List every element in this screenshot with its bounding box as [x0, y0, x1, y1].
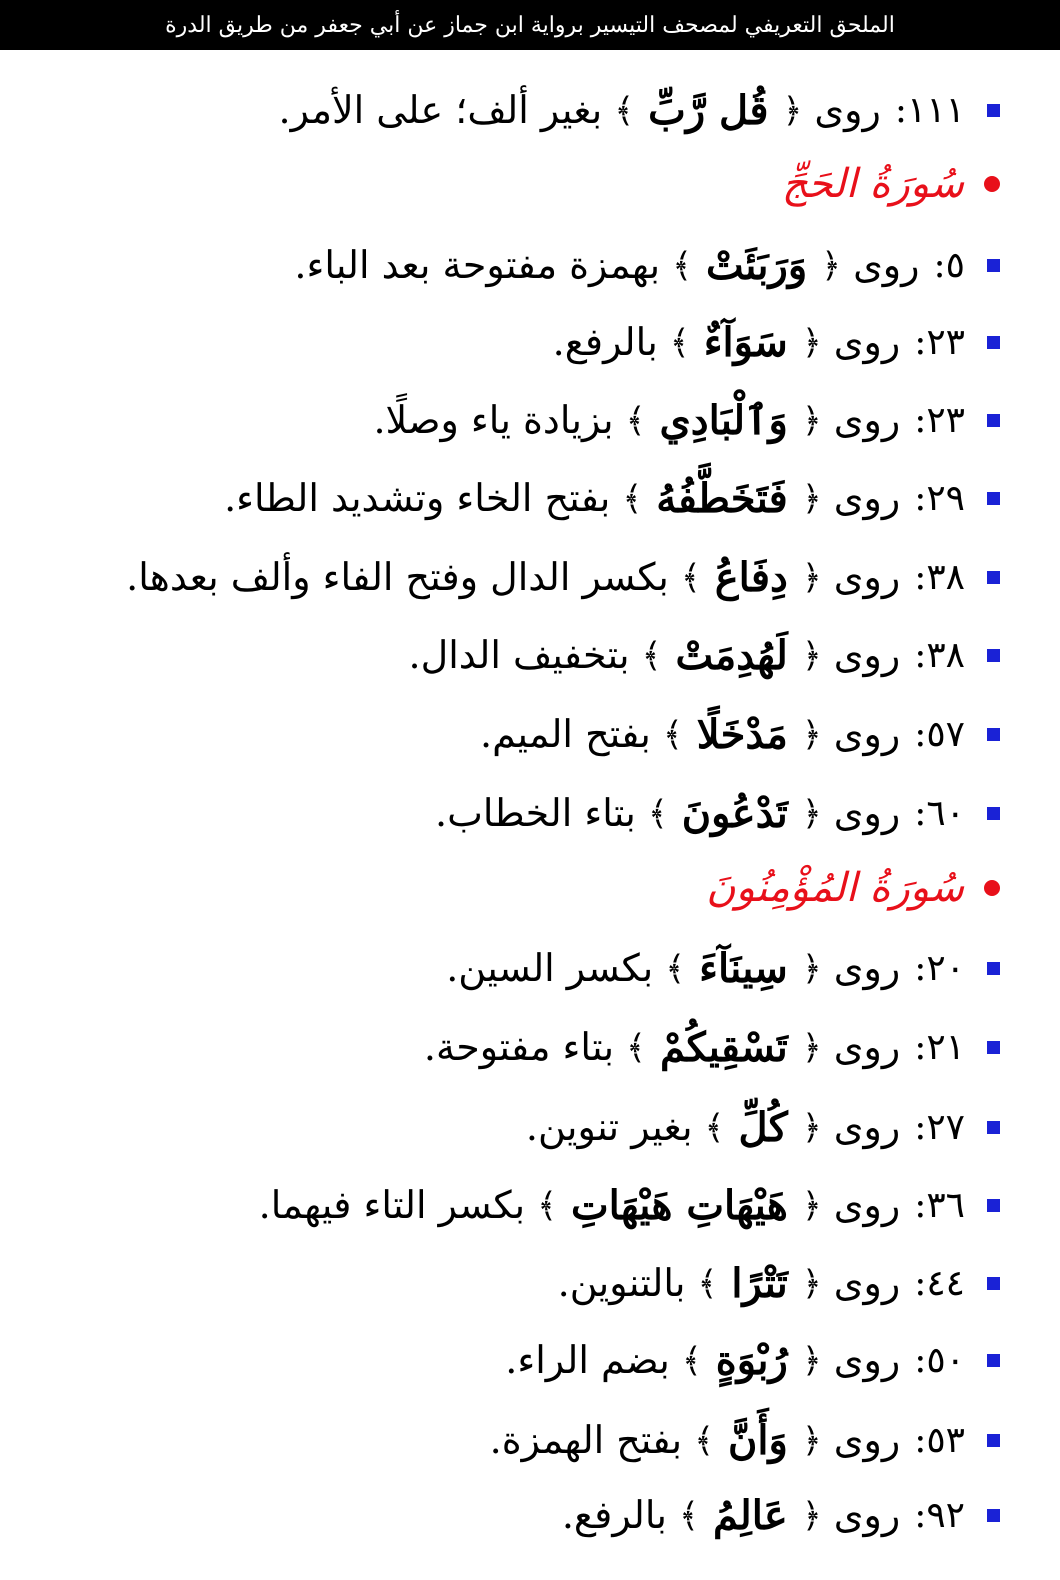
narrated-verb: روى [833, 1025, 901, 1069]
verse-number: ٩٢ [926, 1494, 965, 1536]
ornate-bracket-open: ﴿ [801, 1263, 822, 1304]
narrated-verb: روى [833, 712, 901, 756]
narrated-verb: روى [833, 1105, 901, 1149]
red-dot-bullet-icon [984, 880, 1000, 896]
reading-description: بالتنوين. [557, 1261, 686, 1305]
reading-description: بغير ألف؛ على الأمر. [278, 88, 603, 132]
reading-description: بكسر الدال وفتح الفاء وألف بعدها. [126, 555, 669, 599]
reading-description: بفتح الميم. [480, 712, 651, 756]
ornate-bracket-close: ﴾ [679, 1495, 699, 1536]
ornate-bracket-close: ﴾ [672, 245, 693, 286]
blue-square-bullet-icon [987, 1121, 1000, 1134]
colon-separator: : [914, 1184, 927, 1226]
verse-number: ٢١ [926, 1026, 965, 1068]
blue-square-bullet-icon [987, 649, 1000, 662]
content-area [0, 50, 1060, 1580]
colon-separator: : [914, 713, 927, 755]
ornate-bracket-open: ﴿ [801, 1185, 822, 1226]
entry-line [40, 616, 1000, 694]
surah-title: سُورَةُ الحَجِّ [781, 161, 964, 207]
quran-word: سَوَآءٌ [703, 318, 788, 366]
entry-line [40, 381, 1000, 459]
quran-word: رُبْوَةٍ [715, 1336, 788, 1384]
surah-heading [40, 849, 1000, 927]
verse-number: ٥٠ [926, 1339, 965, 1381]
ornate-bracket-close: ﴾ [669, 322, 690, 363]
verse-number: ٣٨ [926, 634, 965, 676]
ornate-bracket-open: ﴿ [801, 478, 822, 519]
narrated-verb: روى [853, 243, 920, 287]
entry-line [40, 929, 1000, 1007]
ornate-bracket-close: ﴾ [626, 1027, 646, 1068]
verse-number: ١١١ [906, 89, 965, 131]
ornate-bracket-close: ﴾ [625, 400, 646, 441]
ornate-bracket-close: ﴾ [704, 1107, 725, 1148]
narrated-verb: روى [833, 320, 901, 364]
colon-separator: : [914, 947, 927, 989]
ornate-bracket-open: ﴿ [801, 1107, 822, 1148]
ornate-bracket-close: ﴾ [537, 1185, 557, 1226]
ornate-bracket-close: ﴾ [680, 557, 701, 598]
blue-square-bullet-icon [987, 962, 1000, 975]
colon-separator: : [914, 1106, 927, 1148]
reading-description: بالرفع. [561, 1493, 668, 1537]
narrated-verb: روى [833, 476, 901, 520]
narrated-verb: روى [833, 791, 901, 835]
ornate-bracket-open: ﴿ [801, 557, 822, 598]
ornate-bracket-open: ﴿ [801, 793, 822, 834]
quran-word: تَسْقِيكُمْ [659, 1023, 788, 1071]
entry-line [40, 1088, 1000, 1166]
colon-separator: : [914, 634, 927, 676]
blue-square-bullet-icon [987, 1277, 1000, 1290]
blue-square-bullet-icon [987, 1434, 1000, 1447]
quran-word: قُل رَّبِّ [648, 86, 769, 134]
narrated-verb: روى [833, 946, 901, 990]
quran-word: لَهُدِمَتْ [675, 631, 788, 679]
narrated-verb: روى [833, 1261, 901, 1305]
entry-line [40, 774, 1000, 852]
narrated-verb: روى [833, 1183, 901, 1227]
entry-line [40, 1321, 1000, 1399]
colon-separator: : [894, 89, 907, 131]
entry-line [40, 1401, 1000, 1479]
blue-square-bullet-icon [987, 336, 1000, 349]
colon-separator: : [914, 1419, 927, 1461]
ornate-bracket-open: ﴿ [821, 245, 842, 286]
verse-number: ٥ [945, 244, 965, 286]
ornate-bracket-open: ﴿ [801, 1027, 822, 1068]
quran-word: وَأَنَّ [728, 1416, 788, 1464]
ornate-bracket-open: ﴿ [801, 400, 822, 441]
blue-square-bullet-icon [987, 1509, 1000, 1522]
ornate-bracket-close: ﴾ [681, 1340, 702, 1381]
blue-square-bullet-icon [987, 728, 1000, 741]
verse-number: ٣٦ [926, 1184, 965, 1226]
verse-number: ٥٧ [926, 713, 965, 755]
reading-description: بفتح الهمزة. [489, 1418, 683, 1462]
blue-square-bullet-icon [987, 104, 1000, 117]
quran-word: سِينَآءَ [699, 944, 788, 992]
entry-line [40, 226, 1000, 304]
colon-separator: : [914, 477, 927, 519]
verse-number: ٢٣ [926, 399, 965, 441]
colon-separator: : [914, 792, 927, 834]
narrated-verb: روى [833, 398, 901, 442]
ornate-bracket-open: ﴿ [801, 1420, 822, 1461]
verse-number: ٢٣ [926, 321, 965, 363]
entry-line [40, 459, 1000, 537]
ornate-bracket-close: ﴾ [641, 635, 662, 676]
blue-square-bullet-icon [987, 414, 1000, 427]
narrated-verb: روى [833, 1418, 901, 1462]
ornate-bracket-open: ﴿ [801, 1340, 822, 1381]
blue-square-bullet-icon [987, 492, 1000, 505]
verse-number: ٤٤ [926, 1262, 965, 1304]
reading-description: بتاء الخطاب. [435, 791, 636, 835]
quran-word: عَالِمُ [712, 1491, 788, 1539]
verse-number: ٢٠ [926, 947, 965, 989]
entry-line [40, 1476, 1000, 1554]
quran-word: وَرَبَئَتْ [706, 241, 808, 289]
narrated-verb: روى [833, 1338, 901, 1382]
colon-separator: : [914, 1262, 927, 1304]
reading-description: بغير تنوين. [525, 1105, 693, 1149]
surah-title: سُورَةُ المُؤْمِنُونَ [706, 865, 964, 911]
colon-separator: : [933, 244, 946, 286]
reading-description: بكسر السين. [446, 946, 654, 990]
ornate-bracket-open: ﴿ [801, 1495, 822, 1536]
surah-heading [40, 145, 1000, 223]
colon-separator: : [914, 1339, 927, 1381]
quran-word: وَٱلْبَادِي [659, 396, 788, 444]
quran-word: تَتْرًا [731, 1259, 788, 1307]
narrated-verb: روى [833, 1493, 901, 1537]
blue-square-bullet-icon [987, 1041, 1000, 1054]
reading-description: بكسر التاء فيهما. [258, 1183, 526, 1227]
reading-description: بهمزة مفتوحة بعد الباء. [294, 243, 661, 287]
entry-line [40, 695, 1000, 773]
quran-word: كُلِّ [738, 1103, 788, 1151]
blue-square-bullet-icon [987, 1354, 1000, 1367]
colon-separator: : [914, 556, 927, 598]
header-title: الملحق التعريفي لمصحف التيسير برواية ابن جماز عن أبي جعفر من طريق الدرة [165, 12, 895, 38]
quran-word: فَتَخَطَّفُهُ [656, 474, 788, 522]
verse-number: ٥٣ [926, 1419, 965, 1461]
narrated-verb: روى [833, 555, 901, 599]
ornate-bracket-open: ﴿ [801, 322, 822, 363]
verse-number: ٢٧ [926, 1106, 965, 1148]
entry-line [40, 538, 1000, 616]
quran-word: مَدْخَلًا [696, 710, 788, 758]
ornate-bracket-open: ﴿ [801, 948, 822, 989]
verse-number: ٣٨ [926, 556, 965, 598]
colon-separator: : [914, 321, 927, 363]
colon-separator: : [914, 399, 927, 441]
narrated-verb: روى [814, 88, 881, 132]
colon-separator: : [914, 1494, 927, 1536]
ornate-bracket-open: ﴿ [801, 714, 822, 755]
ornate-bracket-close: ﴾ [665, 948, 686, 989]
reading-description: بزيادة ياء وصلًا. [373, 398, 614, 442]
quran-word: دِفَاعُ [714, 553, 788, 601]
reading-description: بتاء مفتوحة. [423, 1025, 615, 1069]
blue-square-bullet-icon [987, 571, 1000, 584]
reading-description: بتخفيف الدال. [408, 633, 630, 677]
entry-line [40, 303, 1000, 381]
reading-description: بضم الراء. [505, 1338, 670, 1382]
ornate-bracket-open: ﴿ [801, 635, 822, 676]
ornate-bracket-close: ﴾ [622, 478, 643, 519]
quran-word: هَيْهَاتِ هَيْهَاتِ [570, 1181, 788, 1229]
entry-line [40, 1244, 1000, 1322]
verse-number: ٢٩ [926, 477, 965, 519]
reading-description: بالرفع. [552, 320, 658, 364]
quran-word: تَدْعُونَ [681, 789, 788, 837]
reading-description: بفتح الخاء وتشديد الطاء. [224, 476, 611, 520]
entry-line [40, 1008, 1000, 1086]
ornate-bracket-close: ﴾ [614, 90, 635, 131]
ornate-bracket-open: ﴿ [782, 90, 803, 131]
ornate-bracket-close: ﴾ [662, 714, 683, 755]
page-header [0, 0, 1060, 50]
red-dot-bullet-icon [984, 176, 1000, 192]
colon-separator: : [914, 1026, 927, 1068]
entry-line [40, 71, 1000, 149]
entry-line [40, 1166, 1000, 1244]
blue-square-bullet-icon [987, 807, 1000, 820]
blue-square-bullet-icon [987, 259, 1000, 272]
ornate-bracket-close: ﴾ [694, 1420, 714, 1461]
ornate-bracket-close: ﴾ [697, 1263, 718, 1304]
blue-square-bullet-icon [987, 1199, 1000, 1212]
verse-number: ٦٠ [926, 792, 965, 834]
ornate-bracket-close: ﴾ [647, 793, 668, 834]
narrated-verb: روى [833, 633, 901, 677]
